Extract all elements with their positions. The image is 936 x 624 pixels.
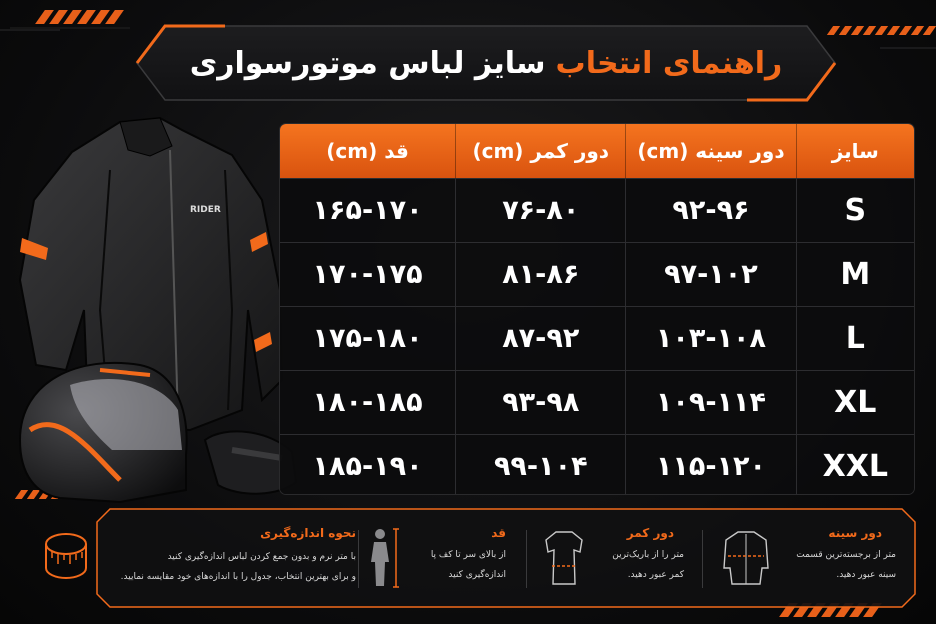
chest-info [710,508,910,608]
cell-size: S [796,179,914,242]
cell-waist: ۹۳-۹۸ [455,371,625,434]
size-chart-table [280,124,914,494]
cell-height: ۱۶۵-۱۷۰ [312,195,423,226]
cell-chest: ۹۷-۱۰۲ [625,243,795,306]
title-banner [135,24,837,102]
header-chest: دور سینه (cm) [625,124,795,178]
table-row [280,370,914,434]
cell-chest: ۱۰۳-۱۰۸ [625,307,795,370]
table-row [280,178,914,242]
howto-info-line2: و برای بهترین انتخاب، جدول را با اندازه‌های خود مقایسه نمایید. [120,572,356,582]
waist-info-title: دور کمر [626,526,674,540]
header-height: قد (cm) [326,139,409,163]
tape-measure-icon [44,530,90,582]
table-row [280,242,914,306]
cell-height: ۱۷۰-۱۷۵ [312,259,423,290]
cell-waist: ۸۷-۹۲ [455,307,625,370]
jacket-brand-label: RIDER [190,205,221,215]
howto-info [102,508,356,608]
cell-height: ۱۷۵-۱۸۰ [312,323,423,354]
cell-chest: ۹۲-۹۶ [625,179,795,242]
info-separator [702,530,703,588]
jacket-outline-icon [722,528,770,588]
cell-height: ۱۸۵-۱۹۰ [312,451,423,482]
cell-size: XXL [796,435,914,494]
waist-info-line2: کمر عبور دهید. [627,570,684,580]
person-height-icon [366,526,402,590]
height-info-line1: از بالای سر تا کف پا [430,550,506,560]
title-rest: سایز لباس موتورسواری [189,45,546,81]
cell-size: XL [796,371,914,434]
cell-size: M [796,243,914,306]
title-accent: راهنمای انتخاب [555,45,783,81]
cell-size: L [796,307,914,370]
measurement-info-panel [96,508,916,608]
chest-info-title: دور سینه [828,526,882,540]
cell-chest: ۱۱۵-۱۲۰ [625,435,795,494]
jacket-icon [0,110,300,510]
table-header [280,124,914,178]
info-separator [526,530,527,588]
chest-info-line1: متر از برجسته‌ترین قسمت [796,550,896,560]
cell-waist: ۷۶-۸۰ [455,179,625,242]
height-info [364,508,518,608]
riding-gear-illustration [0,110,300,510]
waist-info-line1: متر را از باریک‌ترین [612,550,684,560]
howto-info-title: نحوه اندازه‌گیری [260,526,356,540]
cell-waist: ۸۱-۸۶ [455,243,625,306]
cell-waist: ۹۹-۱۰۴ [455,435,625,494]
waist-info [534,508,698,608]
table-row [280,434,914,494]
height-info-line2: اندازه‌گیری کنید [448,570,506,580]
torso-outline-icon [542,528,586,588]
top-left-stripes [40,10,119,24]
cell-height: ۱۸۰-۱۸۵ [312,387,423,418]
page-title [135,24,837,102]
header-waist: دور کمر (cm) [455,124,625,178]
header-size: سایز [796,124,914,178]
top-right-stripes [830,26,933,35]
chest-info-line2: سینه عبور دهید. [836,570,896,580]
howto-info-line1: با متر نرم و بدون جمع کردن لباس اندازه‌گیری کنید [167,552,356,562]
info-separator [358,530,359,588]
table-row [280,306,914,370]
height-info-title: قد [491,526,506,540]
cell-chest: ۱۰۹-۱۱۴ [625,371,795,434]
